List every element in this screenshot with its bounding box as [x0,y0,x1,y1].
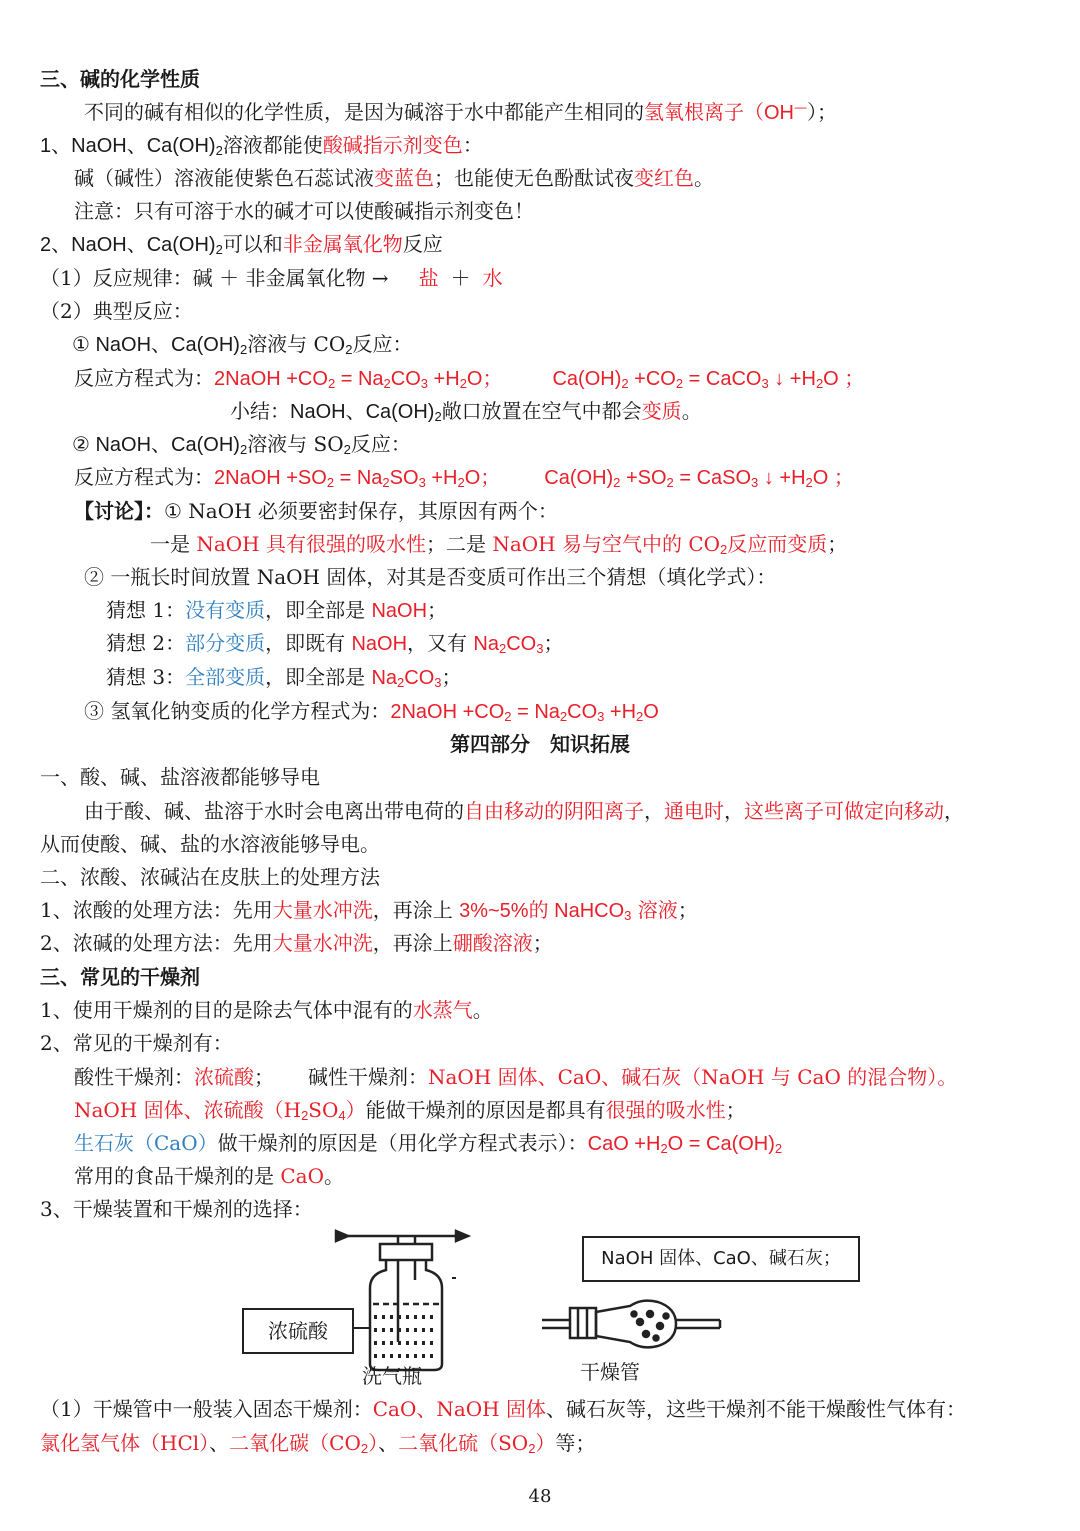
eq: O； [464,467,501,489]
subscript: 2 [215,242,223,257]
subscript: 2 [239,342,248,357]
text: 猜想 1： [106,598,186,622]
sub: 2 [383,376,391,391]
highlight: 很强的吸水性 [605,1098,726,1122]
formula: CO [404,667,435,689]
sub: 2 [457,475,465,490]
formula: O = Ca(OH) [667,1133,775,1155]
highlight: 生石灰（CaO） [74,1131,218,1155]
text: ； [725,1098,746,1122]
text: ， [724,799,744,823]
guess-1 [106,595,447,625]
acid-desiccant-label: 浓硫酸 [242,1308,354,1354]
text: 反应： [352,332,413,356]
intro-line [84,97,837,127]
k1-paragraph-1 [84,796,964,826]
eq: O ； [812,467,854,489]
text: 2、浓碱的处理方法：先用 [40,931,273,955]
text: （1）干燥管中一般装入固态干燥剂： [40,1397,373,1421]
highlight: 非金属氧化物 [282,232,403,256]
text: 碱性干燥剂： [308,1065,428,1089]
k3-item-2c [74,1128,782,1158]
text: ③ 氢氧化钠变质的化学方程式为： [84,699,391,723]
text: ，即全部是 [265,598,372,622]
subscript: 2 [345,342,353,357]
text: 2、NaOH、Ca(OH) [40,234,216,256]
eq: +CO [628,368,676,390]
sub: 2 [382,475,390,490]
wash-bottle-caption: 洗气瓶 [362,1364,422,1388]
part4-title: 第四部分 知识拓展 [450,732,630,756]
eq: = Na [335,368,384,390]
subscript: 2 [498,641,507,656]
gas-wash-bottle-icon [336,1231,468,1370]
text: 反应方程式为： [74,465,214,489]
highlight: 没有变质 [185,598,266,622]
k1-title: 一、酸、碱、盐溶液都能够导电 [40,765,320,789]
section-title-base-properties: 三、碱的化学性质 [40,67,200,91]
sub: 2 [621,376,629,391]
text: 一是 [150,532,197,556]
text: 溶液与 SO [247,432,344,456]
k2-item-2 [40,928,553,958]
highlight: 反应而变质 [727,532,828,556]
reaction-1-summary [230,396,702,426]
discussion-3 [84,696,659,726]
text: ， [944,799,964,823]
text: ； [543,631,564,655]
eq: O ； [823,368,865,390]
reaction-1 [72,329,412,359]
sub: 2 [815,376,824,391]
label: 【讨论】： [74,499,164,523]
eq: +SO [620,467,667,489]
eq: = CaCO [683,368,762,390]
k2-item-1 [40,895,698,925]
highlight: 水蒸气 [412,998,473,1022]
subscript: 3 [624,908,632,923]
eq: +H [428,368,460,390]
text: 由于酸、碱、盐溶于水时会电离出带电荷的 [84,799,464,823]
sub: 3 [418,475,426,490]
k3-item-2: 2、常见的干燥剂有： [40,1031,233,1055]
highlight: 变红色 [634,166,694,190]
highlight: NaOH 易与空气中的 CO [492,532,721,556]
text: 1、使用干燥剂的目的是除去气体中混有的 [40,998,413,1022]
text: 猜想 3： [106,665,186,689]
item-1a [74,163,714,193]
text: （1）反应规律：碱 ＋ 非金属氧化物 → [40,266,389,290]
sub: 2 [805,475,813,490]
highlight: 氯化氢气体（HCl） [40,1431,210,1455]
highlight: ） [345,1098,366,1122]
highlight: 盐 [418,266,439,290]
text: ： [462,133,483,157]
k1-paragraph-2: 从而使酸、碱、盐的水溶液能够导电。 [40,832,380,856]
subscript: 2 [774,1141,783,1156]
highlight: 全部变质 [185,665,266,689]
text: ，即全部是 [265,665,372,689]
reaction-2-equation [74,462,854,492]
eq: = CaSO [673,467,752,489]
text: ； [677,898,698,922]
highlight: 部分变质 [185,631,266,655]
text: ＋ [450,266,471,290]
subscript: 3 [536,641,544,656]
eq: O [643,701,659,723]
discussion [74,496,558,526]
text: 能做干燥剂的原因是都具有 [365,1098,606,1122]
text: 反应方程式为： [74,366,214,390]
highlight: SO [308,1098,339,1122]
text: 反应 [402,232,443,256]
text: 溶液都能使 [222,133,323,157]
text: 。 [323,1164,344,1188]
eq: O； [466,368,503,390]
text: ② NaOH、Ca(OH) [72,434,240,456]
sub: 2 [459,376,467,391]
highlight: 通电时 [664,799,724,823]
item-2b: （2）典型反应： [40,299,193,323]
highlight: 浓硫酸 [194,1065,254,1089]
text: ， [644,799,664,823]
highlight: 大量水冲洗 [272,931,373,955]
text: 猜想 2： [106,631,186,655]
k3-item-2b [74,1095,746,1125]
drying-tube-icon [542,1301,720,1348]
text: 酸性干燥剂： [74,1065,194,1089]
text: 敞口放置在空气中都会 [441,399,642,423]
sub: 2 [326,475,335,490]
highlight: 变蓝色 [374,166,434,190]
text: ；二是 [425,532,493,556]
sub: 3 [597,709,605,724]
text: 碱（碱性）溶液能使紫色石蕊试液 [74,166,374,190]
text: ； [532,931,553,955]
text: 1、NaOH、Ca(OH) [40,135,216,157]
text: 。 [472,998,493,1022]
highlight: 二氧化硫（SO [398,1431,529,1455]
k3-item-4 [40,1394,966,1424]
subscript: 3 [434,675,442,690]
drying-tube-caption: 干燥管 [580,1360,640,1384]
highlight: 硼酸溶液 [452,931,533,955]
text: 常用的食品干燥剂的是 [74,1164,281,1188]
formula: OH [764,102,794,124]
text: 反应： [350,432,411,456]
highlight: ） [368,1431,379,1455]
text: ； [827,532,848,556]
k3-item-5 [40,1428,595,1458]
eq: 2NaOH +CO [390,701,505,723]
text: ，即既有 [265,631,352,655]
text: ，再涂上 [372,898,460,922]
text: ； [427,598,448,622]
charge: — [794,100,807,116]
text: ① NaOH、Ca(OH) [72,334,240,356]
k2-title: 二、浓酸、浓碱沾在皮肤上的处理方法 [40,865,380,889]
sub: 2 [636,709,644,724]
reaction-1-equation [74,363,864,393]
text: 、 [209,1431,230,1455]
discussion-2: ② 一瓶长时间放置 NaOH 固体，对其是否变质可作出三个猜想（填化学式）： [84,565,777,589]
subscript: 4 [338,1108,346,1123]
subscript: 2 [434,409,442,424]
text: ； [254,1065,274,1089]
item-2a [40,263,503,293]
formula: Na [371,667,398,689]
text: 、 [378,1431,399,1455]
highlight: NaOH 固体、CaO、碱石灰（NaOH 与 CaO 的混合物）。 [428,1065,958,1089]
eq: SO [389,467,419,489]
highlight: 变质 [641,399,682,423]
formula: CO [506,633,537,655]
sub: 2 [327,376,336,391]
sub: 2 [666,475,674,490]
k3-item-2a [74,1062,957,1092]
discussion-1 [150,529,847,559]
subscript: 2 [660,1141,668,1156]
k3-title: 三、常见的干燥剂 [40,965,200,989]
highlight: ） [535,1431,556,1455]
sub: 2 [559,709,568,724]
text: ）； [807,100,837,124]
text: 溶液与 CO [247,332,346,356]
page-number: 48 [528,1486,552,1507]
subscript: 2 [239,442,248,457]
text: 等； [555,1431,596,1455]
subscript: 2 [528,1441,536,1456]
eq: 2NaOH +SO [214,467,327,489]
eq: +H [604,701,637,723]
k3-item-2d [74,1161,344,1191]
eq: = Na [334,467,383,489]
reaction-2 [72,429,411,459]
text: ，再涂上 [372,931,453,955]
text: 做干燥剂的原因是（用化学方程式表示）： [217,1131,588,1155]
text: 可以和 [222,232,283,256]
k3-item-3: 3、干燥装置和干燥剂的选择： [40,1197,313,1221]
subscript: 2 [720,542,728,557]
text: 、碱石灰等，这些干燥剂不能干燥酸性气体有： [545,1397,966,1421]
highlight: 自由移动的阴阳离子 [464,799,644,823]
text: ，又有 [407,631,474,655]
formula: Na [473,633,499,655]
item-1 [40,130,483,160]
subscript: 2 [301,1108,309,1123]
subscript: 2 [343,442,351,457]
sub: 2 [613,475,621,490]
eq: Ca(OH) [544,467,614,489]
formula: 3%~5%的 NaHCO [459,900,625,922]
highlight: 二氧化碳（CO [229,1431,361,1455]
k3-item-1 [40,995,493,1025]
highlight: 水 [482,266,503,290]
sub: 3 [751,475,759,490]
eq: = Na [511,701,560,723]
eq: 2NaOH +CO [214,368,328,390]
guess-3 [106,662,462,692]
text: 。 [694,166,714,190]
highlight: NaOH 具有很强的吸水性 [196,532,426,556]
guess-2 [106,628,563,658]
eq: ↓ +H [758,467,806,489]
sub: 3 [761,376,769,391]
highlight: CaO [280,1164,324,1188]
eq: Ca(OH) [552,368,622,390]
eq: ↓ +H [768,368,816,390]
text: ① NaOH 必须要密封保存，其原因有两个： [164,499,558,523]
highlight: 氢氧根离子（ [644,100,764,124]
sub: 2 [675,376,684,391]
drying-apparatus-figure [230,1222,870,1392]
base-desiccant-label: NaOH 固体、CaO、碱石灰； [582,1236,860,1282]
formula: NaOH [371,600,428,622]
subscript: 2 [397,675,405,690]
highlight: 溶液 [631,898,678,922]
highlight: 这些离子可做定向移动 [744,799,944,823]
subscript: 2 [360,1441,369,1456]
sub: 2 [504,709,512,724]
text: 小结：NaOH、Ca(OH) [230,401,435,423]
formula: NaOH [351,633,408,655]
eq: +H [425,467,458,489]
text: ；也能使无色酚酞试夜 [434,166,634,190]
formula: CaO +H [587,1133,661,1155]
eq: CO [390,368,421,390]
text: 不同的碱有相似的化学性质，是因为碱溶于水中都能产生相同的 [84,100,644,124]
sub: 3 [420,376,428,391]
text: 。 [681,399,702,423]
item-1b: 注意：只有可溶于水的碱才可以使酸碱指示剂变色！ [74,199,534,223]
highlight: 大量水冲洗 [272,898,373,922]
item-2 [40,229,443,259]
eq: CO [567,701,598,723]
text: ； [441,665,462,689]
highlight: 酸碱指示剂变色 [322,133,463,157]
highlight: CaO、NaOH 固体 [372,1397,546,1421]
text: 1、浓酸的处理方法：先用 [40,898,273,922]
highlight: NaOH 固体、浓硫酸（H [74,1098,302,1122]
subscript: 2 [215,143,223,158]
